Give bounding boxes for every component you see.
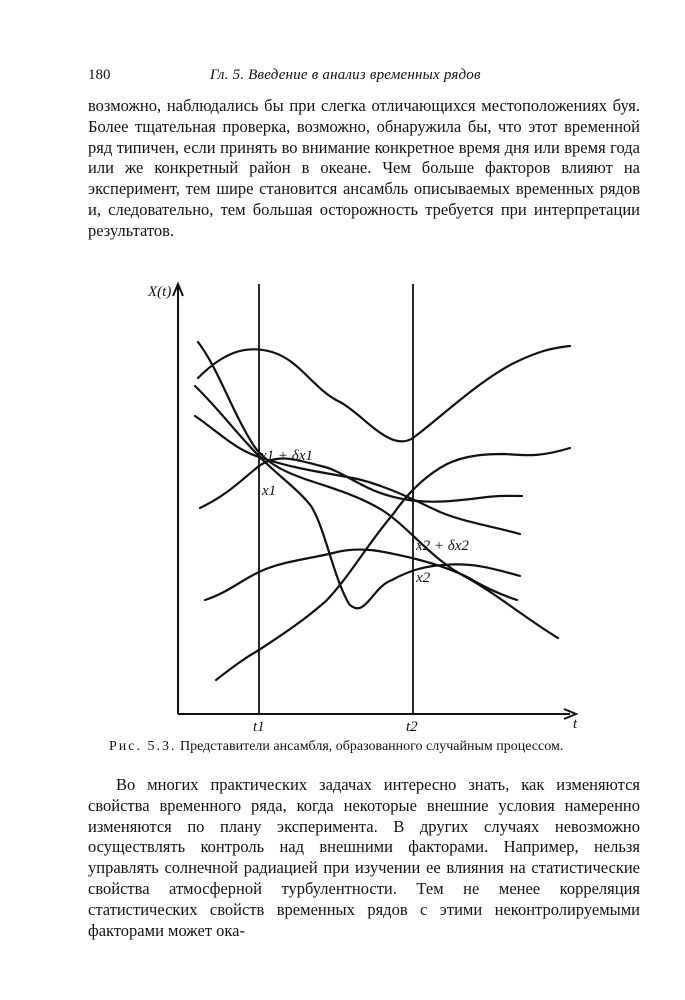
- x1-delta-label: x1 + δx1: [260, 448, 313, 464]
- paragraph-2: Во многих практических задачах интересно знать, как изменяются свойства временного ряда, когда некоторые внешние условия намеренно изменяются по плану эксперимента. В других случаях невозможно осуществлять контроль над внешними факторами. Например, нельзя управлять солнечной радиацией при изучении ее влияния на статистические свойства атмосферной турбулентности. Тем не менее корреляция статистических свойств временных рядов с этими неконтролируемыми факторами может ока-: [88, 775, 640, 940]
- axes: [173, 284, 576, 719]
- x-axis-label: t: [573, 716, 578, 732]
- page-number: 180: [88, 67, 111, 83]
- ensemble-figure: [140, 276, 610, 734]
- t1-label: t1: [253, 719, 265, 735]
- ensemble-chart: [140, 276, 610, 734]
- series-line-1: [198, 346, 570, 441]
- series-line-3: [195, 416, 520, 534]
- figure-caption: [109, 738, 629, 756]
- x2-delta-label: x2 + δx2: [416, 538, 469, 554]
- figure-caption-label: Рис. 5.3.: [109, 739, 177, 754]
- y-axis-label: X(t): [148, 284, 172, 300]
- x2-label: x2: [416, 570, 431, 586]
- t2-label: t2: [406, 719, 418, 735]
- running-head: Гл. 5. Введение в анализ временных рядов: [210, 67, 481, 83]
- series-line-2: [198, 342, 558, 638]
- chart-series: [195, 342, 570, 680]
- paragraph-1: возможно, наблюдались бы при слегка отличающихся местоположениях буя. Более тщательная проверка, возможно, обнаружила бы, что этот временной ряд типичен, если принять во внимание конкретное время дня или время года или же конкретный район в океане. Чем больше факторов влияют на эксперимент, тем шире становится ансамбль описываемых временных рядов и, следовательно, тем большая осторожность требуется при интерпретации результатов.: [88, 96, 640, 240]
- x1-label: x1: [262, 483, 277, 499]
- series-line-4: [200, 459, 522, 508]
- figure-caption-text: Представители ансамбля, образованного случайным процессом.: [180, 739, 564, 754]
